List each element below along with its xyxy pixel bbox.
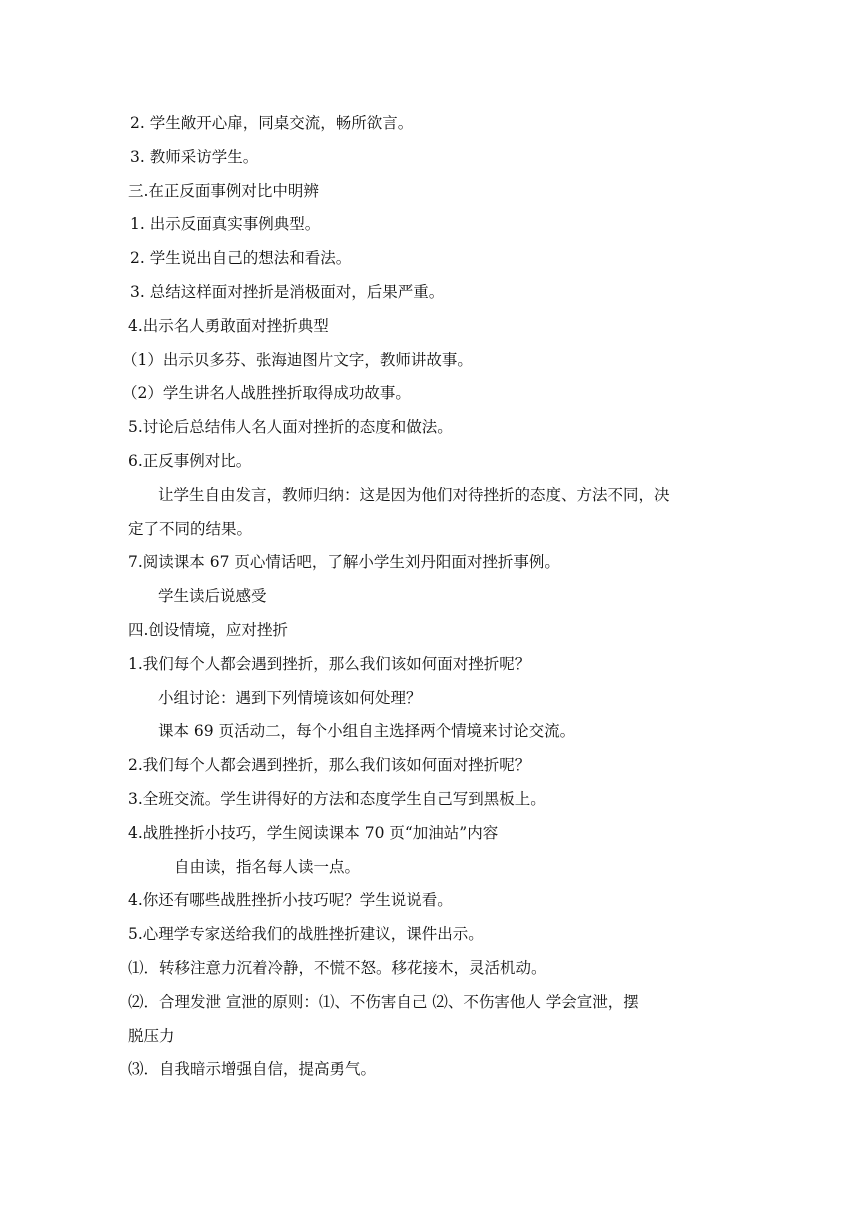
text-line: 3.全班交流。学生讲得好的方法和态度学生自己写到黑板上。 bbox=[128, 789, 546, 808]
text-line: 5.心理学专家送给我们的战胜挫折建议，课件出示。 bbox=[128, 925, 484, 944]
text-line: 3. 总结这样面对挫折是消极面对，后果严重。 bbox=[130, 282, 445, 301]
text-line: 4.战胜挫折小技巧，学生阅读课本 70 页“加油站”内容 bbox=[128, 823, 499, 842]
text-line: ⑶．自我暗示增强自信，提高勇气。 bbox=[128, 1060, 377, 1079]
section-heading: 三.在正反面事例对比中明辨 bbox=[128, 181, 319, 200]
text-line: （2）学生讲名人战胜挫折取得成功故事。 bbox=[122, 384, 411, 403]
text-line: 3. 教师采访学生。 bbox=[130, 147, 259, 166]
text-line: 2. 学生说出自己的想法和看法。 bbox=[130, 249, 352, 268]
document-body bbox=[122, 107, 738, 1087]
text-line: 定了不同的结果。 bbox=[128, 519, 253, 538]
text-line: 学生读后说感受 bbox=[158, 587, 267, 606]
text-line: ⑴．转移注意力沉着冷静，不慌不怒。移花接木，灵活机动。 bbox=[128, 958, 547, 977]
text-line: 2.我们每个人都会遇到挫折，那么我们该如何面对挫折呢？ bbox=[128, 756, 531, 775]
text-line: 2. 学生敞开心扉，同桌交流，畅所欲言。 bbox=[130, 114, 414, 132]
text-line: 1. 出示反面真实事例典型。 bbox=[130, 215, 321, 234]
text-line: 7.阅读课本 67 页心情话吧，了解小学生刘丹阳面对挫折事例。 bbox=[128, 553, 560, 572]
text-line: 课本 69 页活动二，每个小组自主选择两个情境来讨论交流。 bbox=[158, 722, 576, 741]
text-line: ⑵．合理发泄 宣泄的原则：⑴、不伤害自己 ⑵、不伤害他人 学会宣泄，摆 bbox=[128, 992, 639, 1011]
text-line: （1）出示贝多芬、张海迪图片文字，教师讲故事。 bbox=[122, 350, 473, 369]
text-line: 让学生自由发言，教师归纳：这是因为他们对待挫折的态度、方法不同，决 bbox=[158, 485, 670, 504]
text-line: 4.你还有哪些战胜挫折小技巧呢？学生说说看。 bbox=[128, 891, 453, 910]
text-line: 小组讨论：遇到下列情境该如何处理？ bbox=[158, 688, 422, 707]
text-line: 4.出示名人勇敢面对挫折典型 bbox=[128, 316, 329, 335]
text-line: 自由读，指名每人读一点。 bbox=[174, 857, 361, 876]
section-heading: 四.创设情境，应对挫折 bbox=[128, 620, 288, 639]
text-line: 1.我们每个人都会遇到挫折，那么我们该如何面对挫折呢？ bbox=[128, 654, 531, 673]
text-line: 5.讨论后总结伟人名人面对挫折的态度和做法。 bbox=[128, 418, 453, 437]
text-line: 6.正反事例对比。 bbox=[128, 451, 252, 470]
text-line: 脱压力 bbox=[128, 1026, 175, 1045]
